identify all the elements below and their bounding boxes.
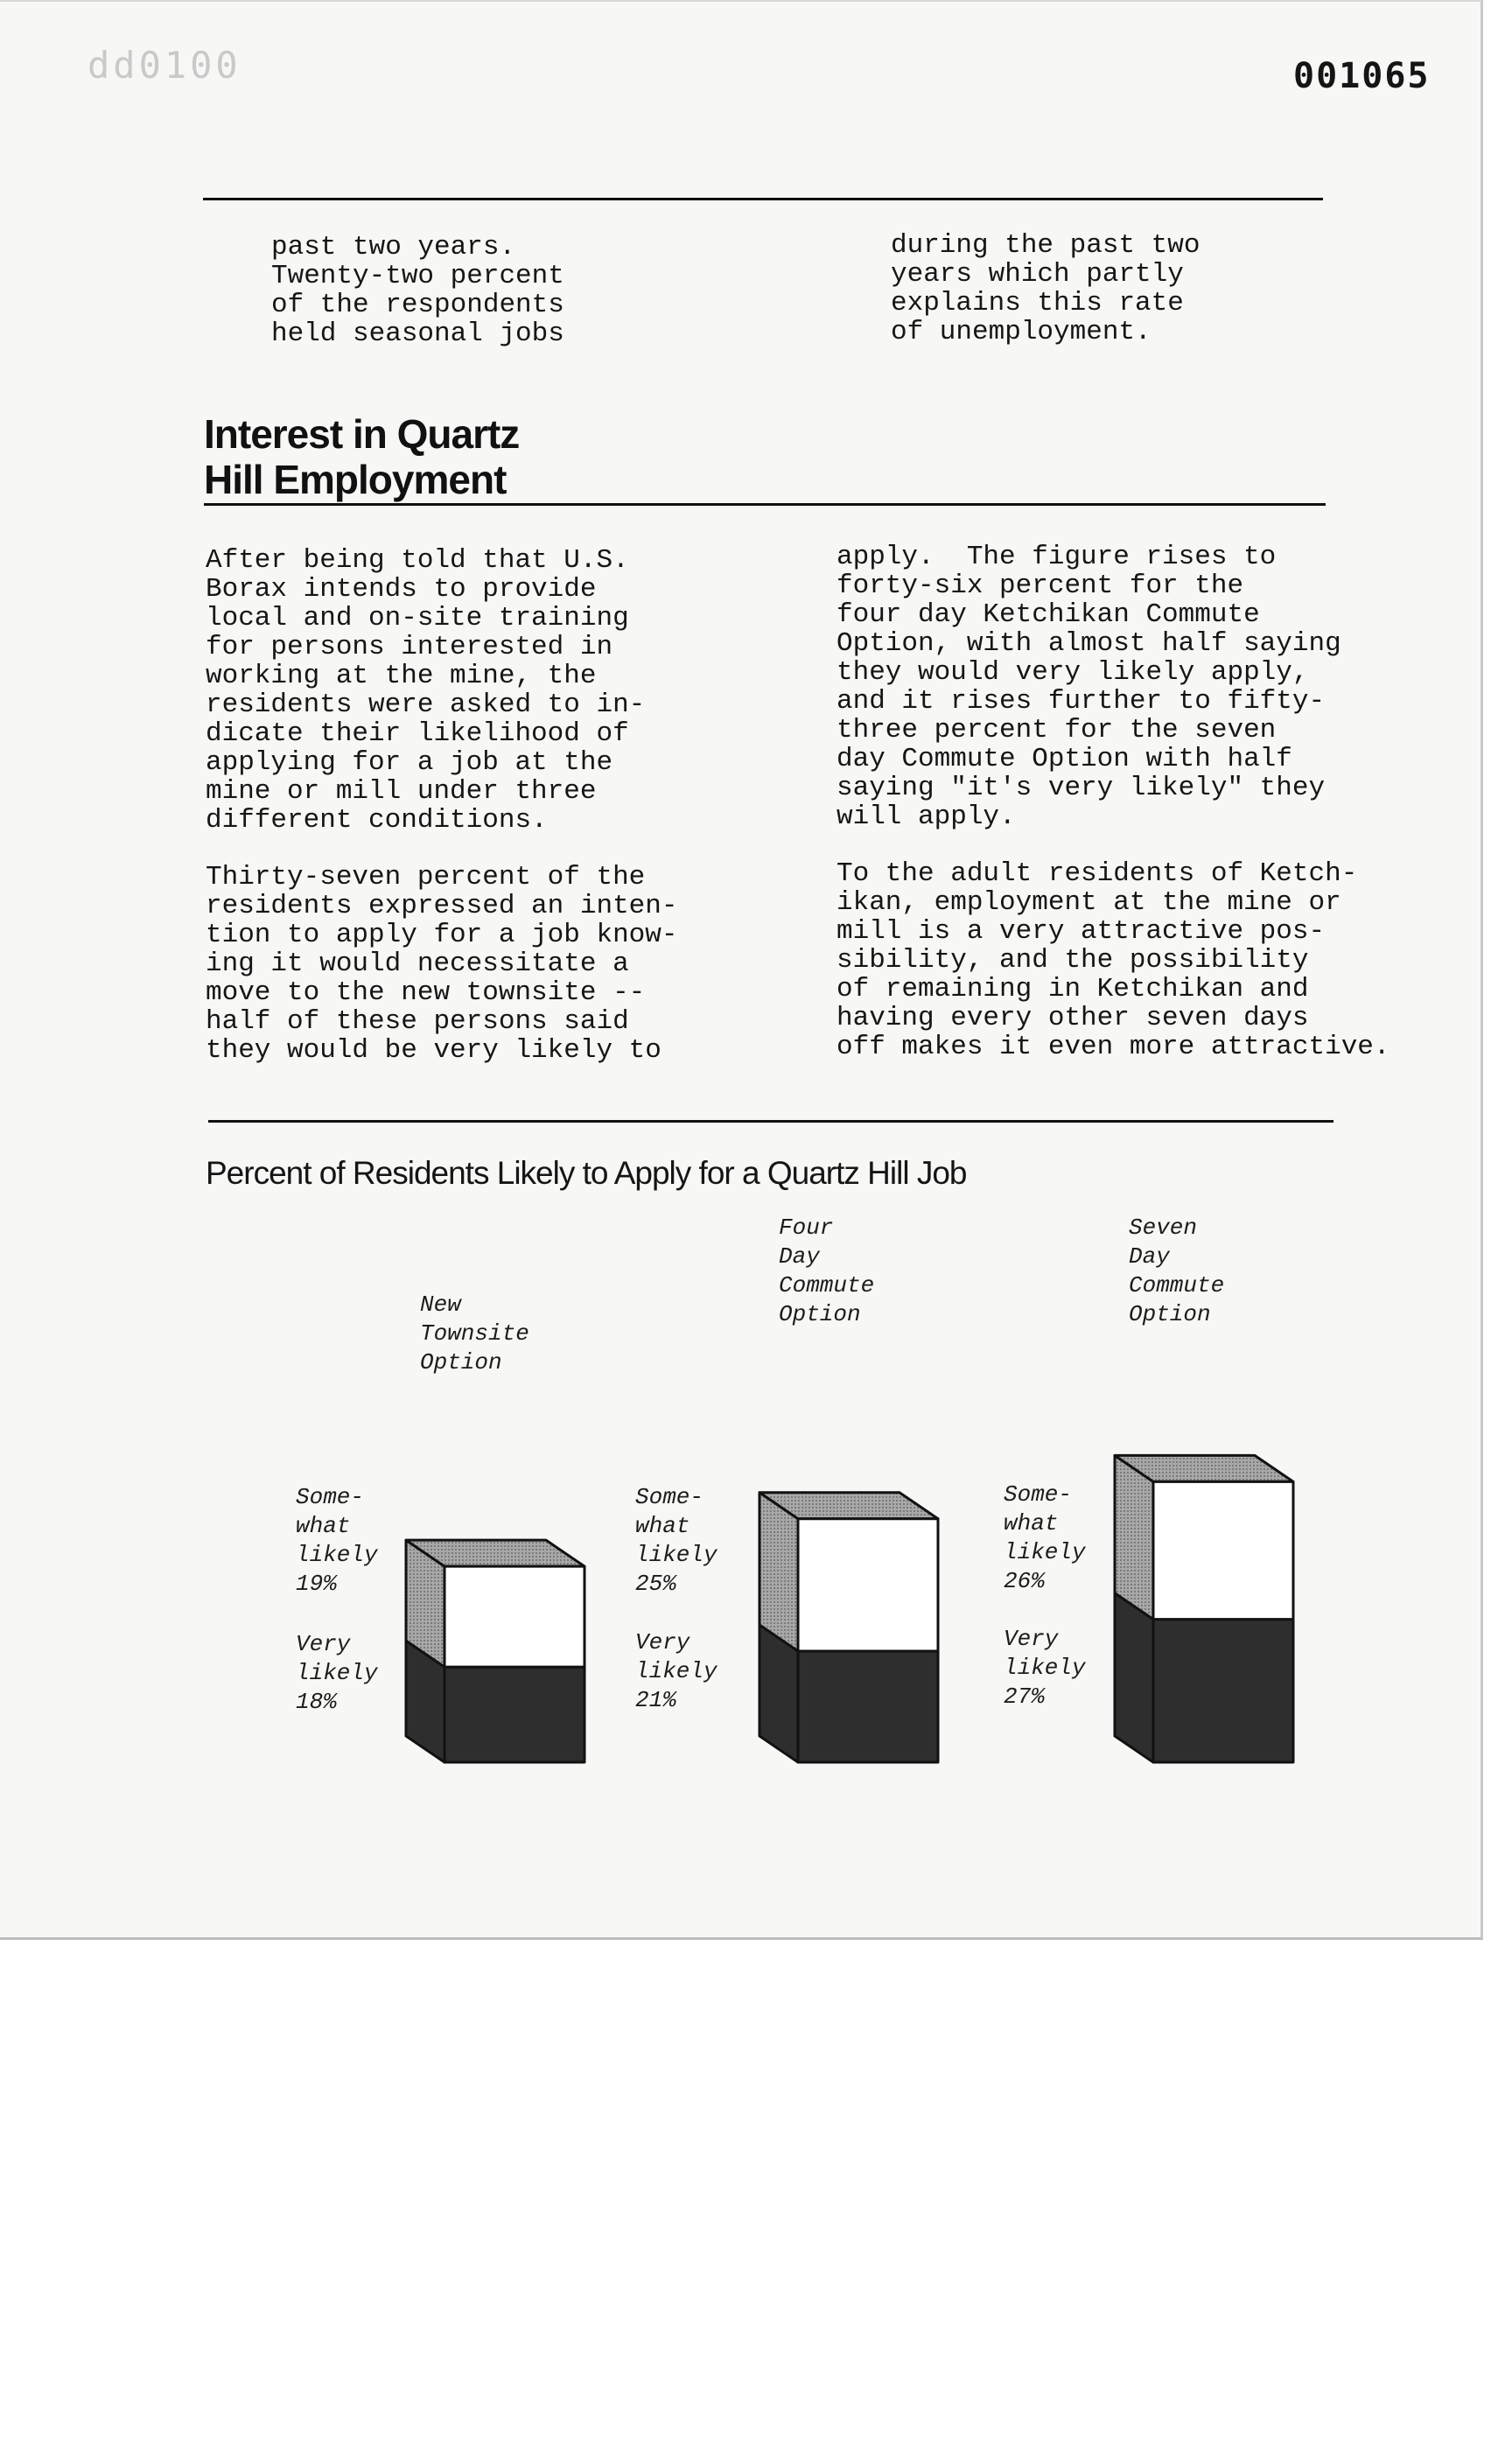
bar-very-likely-seven-day <box>1153 1620 1293 1762</box>
body-right-paragraph-2: To the adult residents of Ketch- ikan, employment at the mine or mill is a very attractive pos- sibility, and the possibility of remaining in Ketchikan and having every other seven days off makes it even more attractive. <box>836 858 1390 1062</box>
bar-somewhat-likely-seven-day <box>1153 1481 1293 1619</box>
chart-title: Percent of Residents Likely to Apply for a Quartz Hill Job <box>206 1155 967 1191</box>
body-left-paragraph-2: Thirty-seven percent of the residents expressed an inten- tion to apply for a job know- ing it would necessitate a move to the new townsite -- half of these persons said they would be very likely to <box>206 862 678 1066</box>
page-number-stamp: 001065 <box>1293 56 1431 96</box>
bar-side-very-seven-day <box>1115 1593 1153 1762</box>
category-label-four-day: Four Day Commute Option <box>779 1214 875 1327</box>
body-left-paragraph-1: After being told that U.S. Borax intends to provide local and on-site training for persons interested in working at the mine, the residents were asked to in- dicate their likelihood of applying for a job at the mine or mill under three different conditions. <box>206 545 646 836</box>
somewhat-label-new-townsite: Some- what likely 19% <box>296 1484 378 1597</box>
somewhat-label-seven-day: Some- what likely 26% <box>1004 1481 1086 1594</box>
bar-somewhat-likely-new-townsite <box>444 1566 584 1667</box>
category-label-new-townsite: New Townsite Option <box>420 1292 529 1376</box>
stacked-bar-chart <box>0 2 1480 1937</box>
section-heading-line-1: Interest in Quartz <box>204 411 520 457</box>
bar-somewhat-likely-four-day <box>798 1519 938 1651</box>
bar-side-somewhat-seven-day <box>1115 1455 1153 1619</box>
very-label-four-day: Very likely 21% <box>635 1629 718 1713</box>
top-left-column-text: past two years. Twenty-two percent of the respondents held seasonal jobs <box>271 232 564 349</box>
very-label-new-townsite: Very likely 18% <box>296 1631 378 1715</box>
bar-very-likely-four-day <box>798 1651 938 1762</box>
faint-page-stamp: dd0100 <box>88 44 242 87</box>
category-label-seven-day: Seven Day Commute Option <box>1129 1214 1225 1327</box>
very-label-seven-day: Very likely 27% <box>1004 1626 1086 1710</box>
section-heading-line-2: Hill Employment <box>204 457 507 502</box>
body-right-paragraph-1: apply. The figure rises to forty-six percent for the four day Ketchikan Commute Option, with almost half saying they would very likely apply, and it rises further to fifty- three percent for the seven day Commute Option with half saying "it's very likely" they will apply. <box>836 542 1341 832</box>
somewhat-label-four-day: Some- what likely 25% <box>635 1484 718 1597</box>
bar-very-likely-new-townsite <box>444 1667 584 1762</box>
top-right-column-text: during the past two years which partly explains this rate of unemployment. <box>891 230 1200 347</box>
